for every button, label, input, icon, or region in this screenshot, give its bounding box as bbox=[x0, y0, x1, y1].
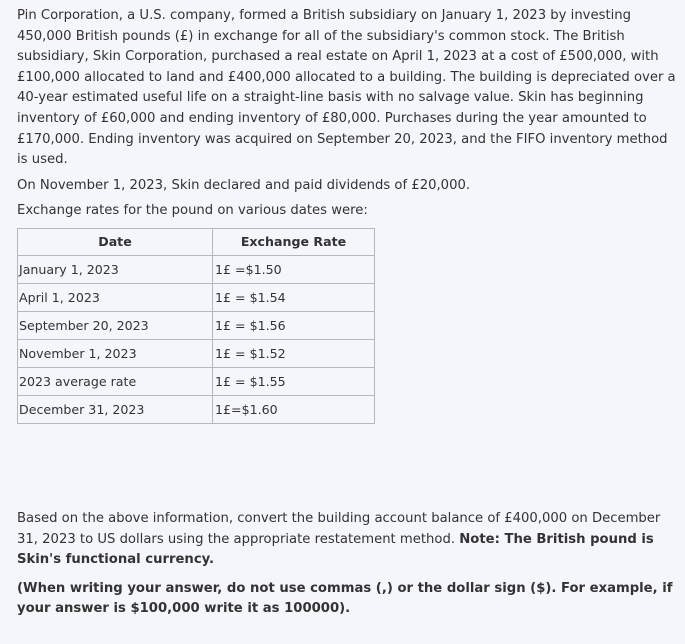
date-cell: April 1, 2023 bbox=[18, 283, 213, 311]
table-header-row bbox=[18, 228, 375, 255]
exchange-rate-table bbox=[17, 228, 375, 424]
table-row bbox=[18, 395, 375, 423]
rate-cell: 1£ = $1.56 bbox=[213, 311, 375, 339]
date-cell: 2023 average rate bbox=[18, 367, 213, 395]
question-block bbox=[17, 509, 677, 620]
table-row bbox=[18, 283, 375, 311]
header-exchange-rate: Exchange Rate bbox=[213, 228, 375, 255]
header-date: Date bbox=[18, 228, 213, 255]
table-row bbox=[18, 255, 375, 283]
functional-currency-note: Note: The British pound is Skin's functional currency. bbox=[17, 531, 654, 568]
rates-intro: Exchange rates for the pound on various dates were: bbox=[17, 203, 368, 219]
table-row bbox=[18, 367, 375, 395]
problem-statement bbox=[17, 6, 679, 424]
rate-cell: 1£=$1.60 bbox=[213, 395, 375, 423]
rate-cell: 1£ =$1.50 bbox=[213, 255, 375, 283]
table-row bbox=[18, 339, 375, 367]
rate-cell: 1£ = $1.54 bbox=[213, 283, 375, 311]
date-cell: December 31, 2023 bbox=[18, 395, 213, 423]
question-prompt: Based on the above information, convert the building account balance of £400,000 on December 31, 2023 to US dollars using the appropriate restatement method. bbox=[17, 511, 661, 547]
problem-intro: Pin Corporation, a U.S. company, formed a British subsidiary on January 1, 2023 by investing 450,000 British pounds (£) in exchange for all of the subsidiary's common stock. The British subsidiary, Skin Corporation, purchased a real estate on April 1, 2023 at a cost of £500,000, with £100,000 allocated to land and £400,000 allocated to a building. The building is depreciated over a 40-year estimated useful life on a straight-line basis with no salvage value. Skin has beginning inventory of £60,000 and ending inventory of £80,000. Purchases during the year amounted to £170,000. Ending inventory was acquired on September 20, 2023, and the FIFO inventory method is used. bbox=[17, 8, 676, 168]
date-cell: September 20, 2023 bbox=[18, 311, 213, 339]
answer-instruction: (When writing your answer, do not use commas (,) or the dollar sign ($). For example, if your answer is $100,000 write it as 100000). bbox=[17, 580, 673, 617]
rate-cell: 1£ = $1.52 bbox=[213, 339, 375, 367]
date-cell: January 1, 2023 bbox=[18, 255, 213, 283]
dividends-statement: On November 1, 2023, Skin declared and paid dividends of £20,000. bbox=[17, 177, 471, 193]
question-text bbox=[17, 509, 677, 571]
table-row bbox=[18, 311, 375, 339]
date-cell: November 1, 2023 bbox=[18, 339, 213, 367]
rate-cell: 1£ = $1.55 bbox=[213, 367, 375, 395]
